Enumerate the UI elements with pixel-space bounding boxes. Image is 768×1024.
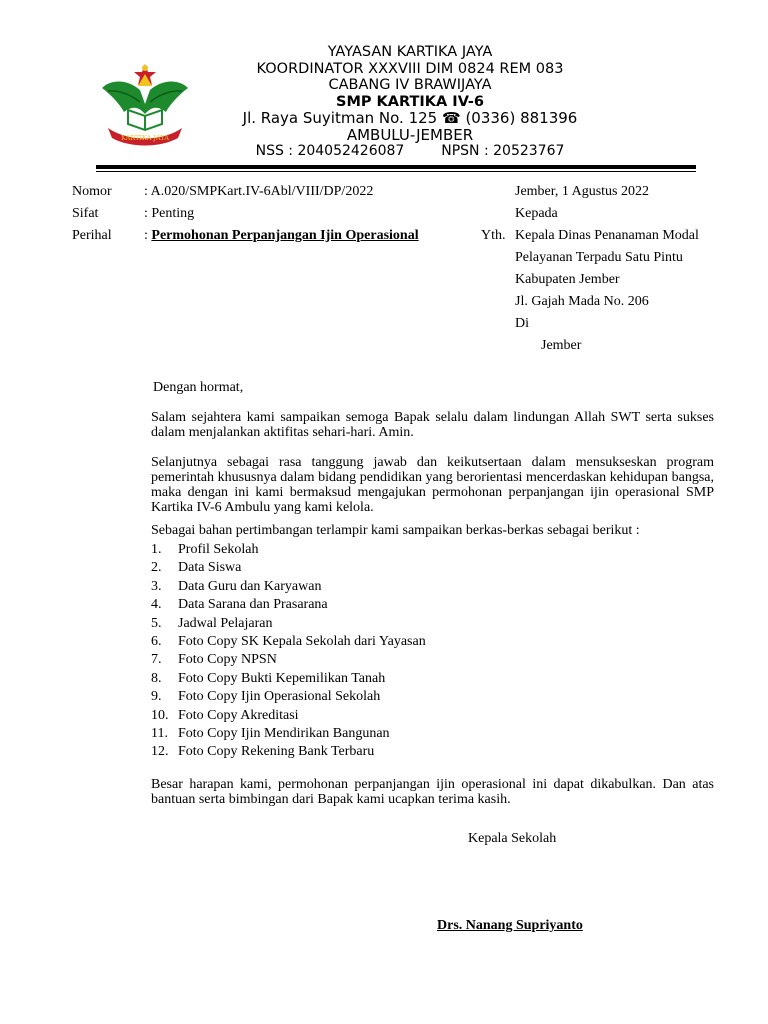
list-item: 2. Data Siswa bbox=[151, 560, 242, 576]
list-item: 7. Foto Copy NPSN bbox=[151, 652, 277, 668]
list-item: 11. Foto Copy Ijin Mendirikan Bangunan bbox=[151, 725, 390, 741]
foundation-name: YAYASAN KARTIKA JAYA bbox=[327, 44, 493, 60]
recipient-line-5: Di bbox=[515, 316, 529, 331]
nomor-value: : A.020/SMPKart.IV-6Abl/VIII/DP/2022 bbox=[144, 184, 374, 199]
letterhead-divider-thin bbox=[96, 171, 696, 172]
letter-body bbox=[151, 380, 714, 807]
recipient-line-2: Pelayanan Terpadu Satu Pintu bbox=[515, 250, 683, 265]
signature-title: Kepala Sekolah bbox=[468, 831, 557, 846]
school-name: SMP KARTIKA IV-6 bbox=[336, 93, 484, 110]
perihal-colon: : bbox=[144, 228, 148, 243]
list-item: 12. Foto Copy Rekening Bank Terbaru bbox=[151, 744, 375, 760]
letter-date: Jember, 1 Agustus 2022 bbox=[515, 184, 649, 199]
perihal-value-wrap bbox=[144, 228, 419, 244]
school-address: Jl. Raya Suyitman No. 125 ☎ (0336) 881396 bbox=[242, 109, 578, 127]
letterhead-text bbox=[210, 44, 610, 160]
list-item: 3. Data Guru dan Karyawan bbox=[151, 578, 322, 594]
sifat-label: Sifat bbox=[72, 206, 99, 221]
closing-paragraph: Besar harapan kami, permohonan perpanjangan ijin operasional ini dapat dikabulkan. Dan atas bantuan serta bimbingan dari Bapak kami ucapkan terima kasih. bbox=[151, 776, 714, 807]
paragraph-1: Salam sejahtera kami sampaikan semoga Bapak selalu dalam lindungan Allah SWT serta sukses dalam menjalankan aktifitas sehari-hari. Amin. bbox=[151, 410, 714, 440]
list-item: 8. Foto Copy Bukti Kepemilikan Tanah bbox=[151, 670, 386, 686]
perihal-value: Permohonan Perpanjangan Ijin Operasional bbox=[151, 228, 419, 243]
list-item: 5. Jadwal Pelajaran bbox=[151, 615, 273, 631]
signatory-name: Drs. Nanang Supriyanto bbox=[437, 918, 583, 933]
school-ids bbox=[210, 143, 610, 160]
recipient-line-1: Kepala Dinas Penanaman Modal bbox=[515, 228, 699, 243]
recipient-line-6: Jember bbox=[541, 338, 582, 353]
npsn-number: NPSN : 20523767 bbox=[441, 143, 565, 159]
kepada-label: Kepada bbox=[515, 206, 558, 221]
recipient-block bbox=[515, 184, 699, 360]
list-item: 1. Profil Sekolah bbox=[151, 542, 259, 557]
logo-ribbon-text: KARTIKA JAYA bbox=[121, 134, 169, 142]
perihal-label: Perihal bbox=[72, 228, 112, 243]
nomor-label: Nomor bbox=[72, 184, 112, 199]
attachment-list bbox=[151, 541, 714, 762]
school-city: AMBULU-JEMBER bbox=[346, 125, 474, 144]
branch-line: CABANG IV BRAWIJAYA bbox=[328, 77, 492, 93]
list-item: 10. Foto Copy Akreditasi bbox=[151, 707, 299, 723]
list-item: 6. Foto Copy SK Kepala Sekolah dari Yayasan bbox=[151, 633, 426, 649]
paragraph-2: Selanjutnya sebagai rasa tanggung jawab dan keikutsertaan dalam mensukseskan program pemerintah khususnya dalam bidang pendidikan yang berorientasi mencerdaskan kehidupan bangsa, maka dengan ini kami bermaksud mengajukan permohonan perpanjangan ijin operasional SMP Kartika IV-6 Ambulu yang kami kelola. bbox=[151, 455, 714, 515]
letterhead-divider bbox=[96, 165, 696, 169]
greeting: Dengan hormat, bbox=[153, 380, 244, 395]
coordinator-line: KOORDINATOR XXXVIII DIM 0824 REM 083 bbox=[256, 60, 564, 77]
list-item: 4. Data Sarana dan Prasarana bbox=[151, 597, 328, 613]
yth-label: Yth. bbox=[481, 228, 506, 243]
letterhead bbox=[0, 0, 768, 170]
nss-number: NSS : 204052426087 bbox=[255, 143, 405, 159]
list-item: 9. Foto Copy Ijin Operasional Sekolah bbox=[151, 689, 381, 705]
recipient-line-3: Kabupaten Jember bbox=[515, 272, 620, 287]
school-logo bbox=[100, 60, 190, 146]
sifat-value: : Penting bbox=[144, 206, 195, 221]
list-intro: Sebagai bahan pertimbangan terlampir kami sampaikan berkas-berkas sebagai berikut : bbox=[151, 523, 640, 538]
recipient-line-4: Jl. Gajah Mada No. 206 bbox=[515, 294, 649, 309]
